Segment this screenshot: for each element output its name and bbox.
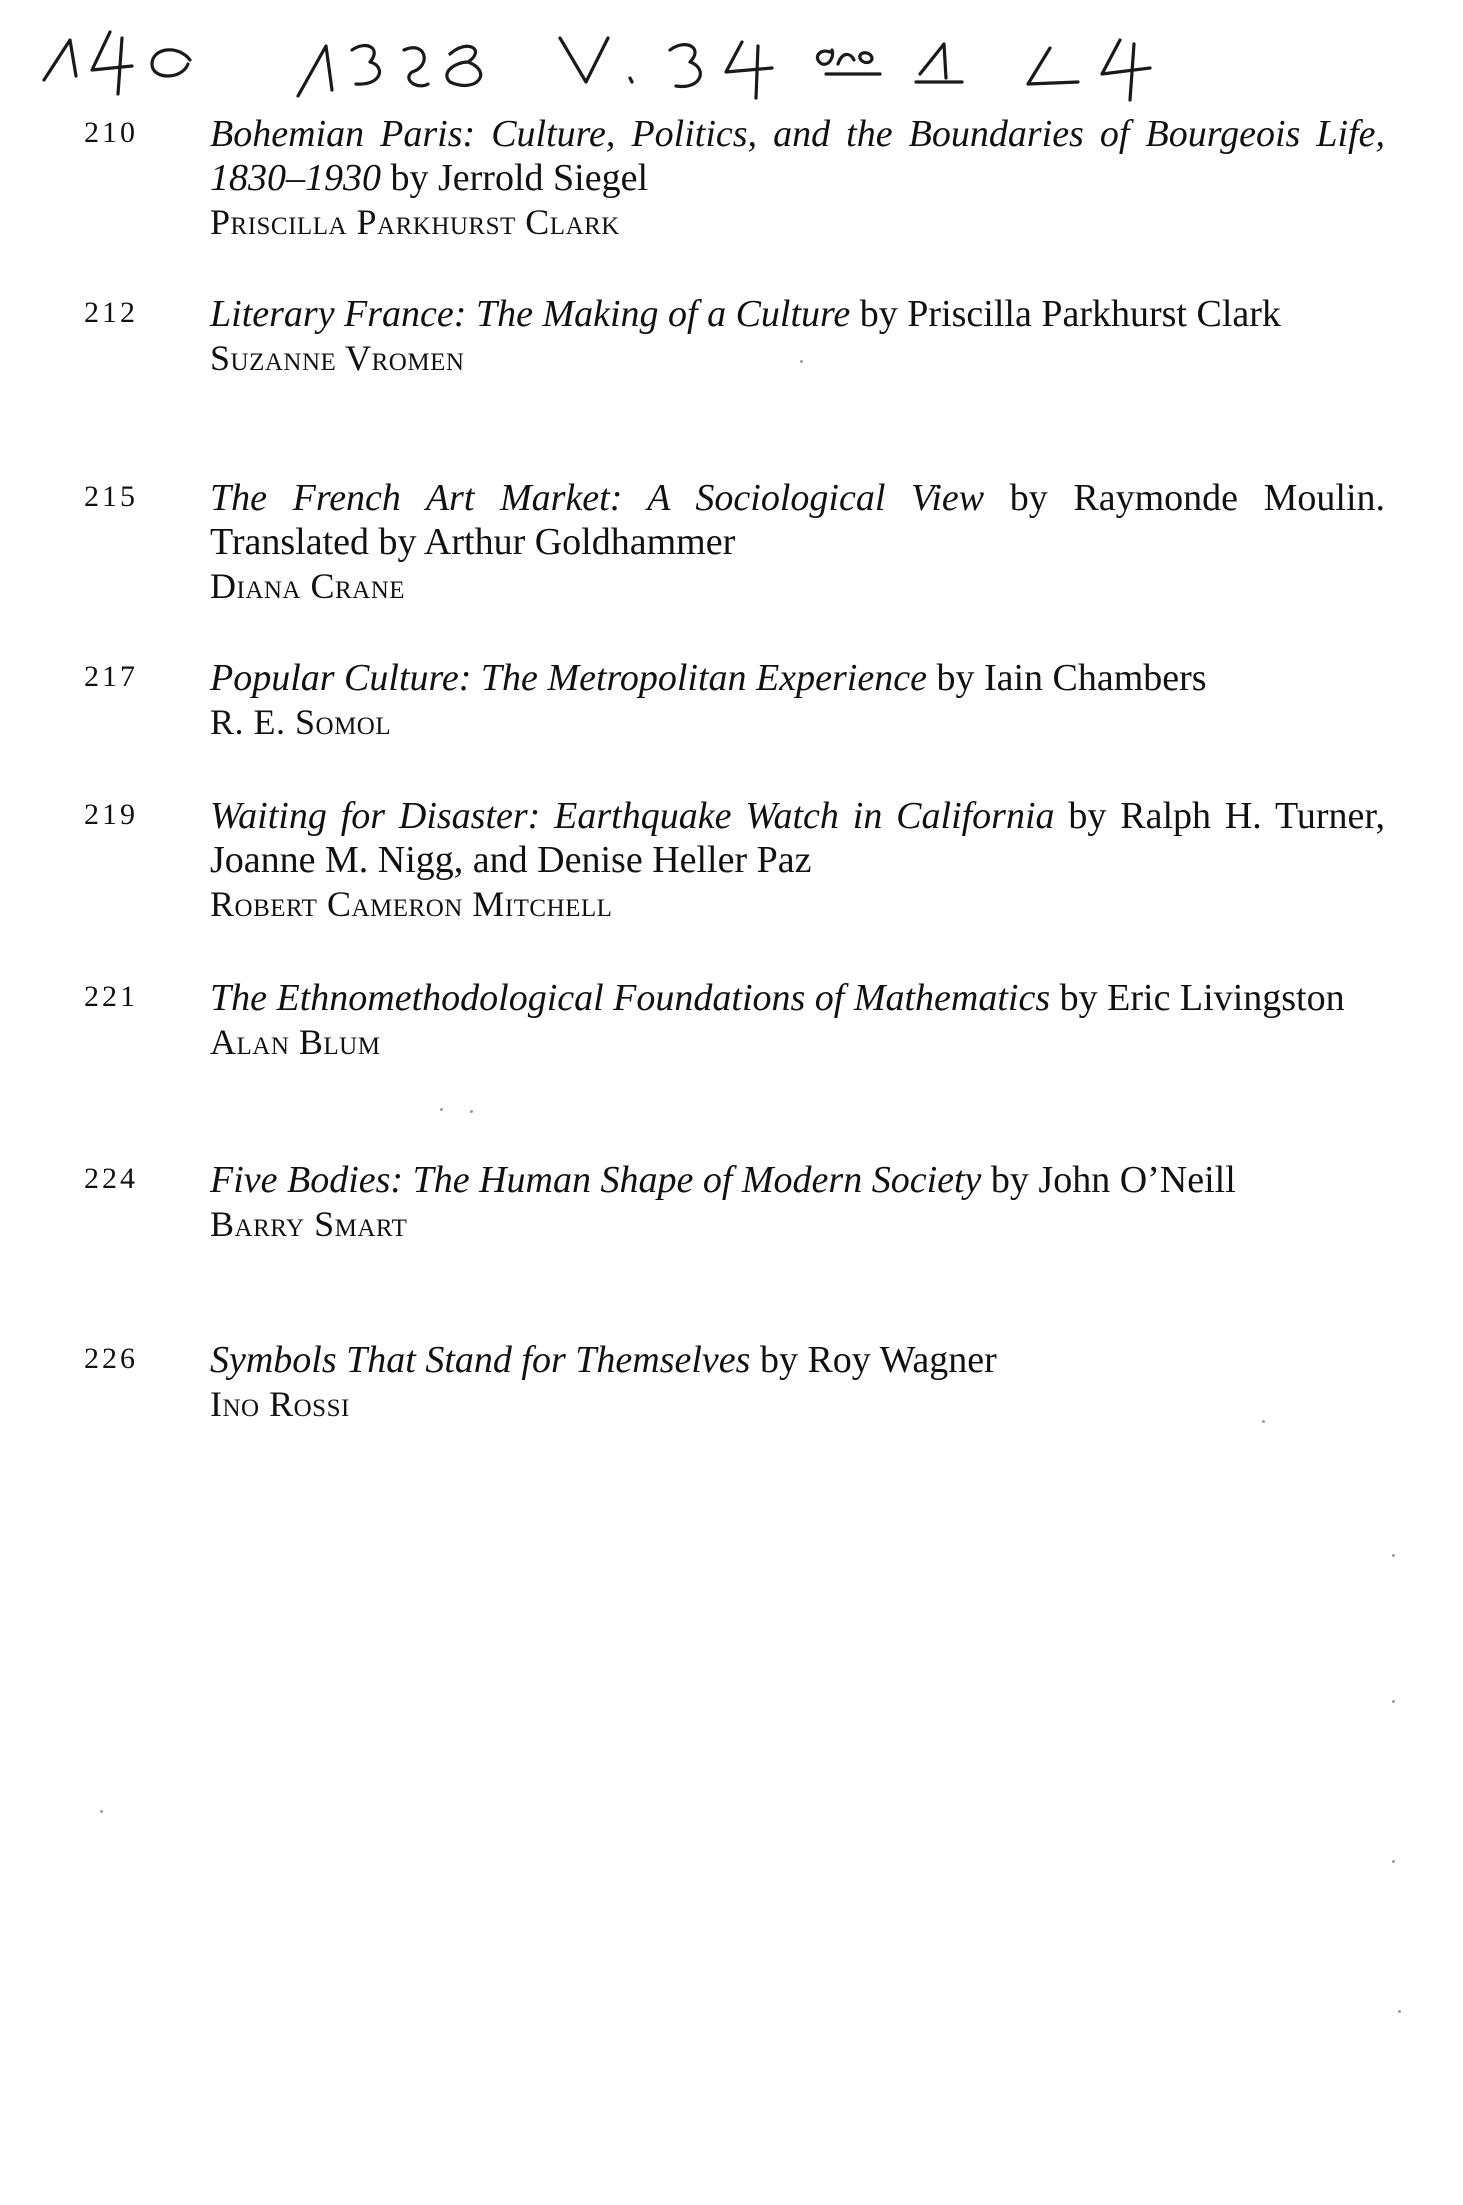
scan-speck: [1392, 1554, 1395, 1557]
entry-text: [210, 1338, 1385, 1426]
scan-speck: [470, 1110, 473, 1113]
book-author: by Iain Chambers: [936, 657, 1207, 699]
reviewer-name: Suzanne Vromen: [210, 338, 465, 378]
book-author: by John O’Neill: [990, 1159, 1236, 1201]
book-author: by Roy Wagner: [759, 1339, 997, 1381]
entry-text: [210, 476, 1385, 608]
book-citation: [210, 656, 1385, 700]
book-title: The Ethnomethodological Foundations of Mathematics: [210, 977, 1051, 1019]
book-title: Five Bodies: The Human Shape of Modern Society: [210, 1159, 982, 1201]
book-author: by Ralph H. Turner, Joanne M. Nigg, and Denise Heller Paz: [210, 795, 1385, 881]
reviewer-name: Priscilla Parkhurst Clark: [210, 202, 620, 242]
scan-speck: [1392, 1700, 1395, 1703]
page-number: 217: [84, 660, 138, 693]
handwritten-annotation: [40, 18, 1340, 103]
reviewer-name: Robert Cameron Mitchell: [210, 884, 613, 924]
page-number: 221: [84, 980, 138, 1013]
scan-speck: [100, 1810, 103, 1813]
reviewer-name: Ino Rossi: [210, 1384, 350, 1424]
book-citation: [210, 1338, 1385, 1382]
book-citation: [210, 292, 1385, 336]
book-citation: [210, 1158, 1385, 1202]
reviewer-name: Alan Blum: [210, 1022, 381, 1062]
book-author: by Jerrold Siegel: [390, 157, 649, 199]
reviewer-name: R. E. Somol: [210, 702, 392, 742]
scan-speck: [440, 1108, 443, 1111]
book-author: by Priscilla Parkhurst Clark: [859, 293, 1281, 335]
entry-text: [210, 292, 1385, 380]
entry-text: [210, 112, 1385, 244]
scan-speck: [1392, 1860, 1395, 1863]
book-author: by Eric Livingston: [1059, 977, 1345, 1019]
page-number: 215: [84, 480, 138, 513]
page-number: 210: [84, 116, 138, 149]
book-title: Waiting for Disaster: Earthquake Watch in California: [210, 795, 1055, 837]
page-number: 224: [84, 1162, 138, 1195]
book-title: Bohemian Paris: Culture, Politics, and the Boundaries of Bourgeois Life, 1830–1930: [210, 113, 1385, 199]
book-citation: [210, 794, 1385, 882]
reviewer-name: Barry Smart: [210, 1204, 408, 1244]
entry-text: [210, 656, 1385, 744]
book-title: Symbols That Stand for Themselves: [210, 1339, 751, 1381]
page-number: 212: [84, 296, 138, 329]
book-title: Literary France: The Making of a Culture: [210, 293, 851, 335]
scan-speck: [800, 360, 803, 363]
book-citation: [210, 976, 1385, 1020]
entry-text: [210, 976, 1385, 1064]
book-title: Popular Culture: The Metropolitan Experience: [210, 657, 927, 699]
book-author: by Raymonde Moulin. Translated by Arthur Goldhammer: [210, 477, 1386, 563]
entry-text: [210, 794, 1385, 926]
scan-speck: [1262, 1420, 1265, 1423]
book-title: The French Art Market: A Sociological View: [210, 477, 985, 519]
book-citation: [210, 476, 1385, 564]
reviewer-name: Diana Crane: [210, 566, 406, 606]
page-number: 219: [84, 798, 138, 831]
entry-text: [210, 1158, 1385, 1246]
book-citation: [210, 112, 1385, 200]
page-number: 226: [84, 1342, 138, 1375]
scan-speck: [1398, 2010, 1401, 2013]
